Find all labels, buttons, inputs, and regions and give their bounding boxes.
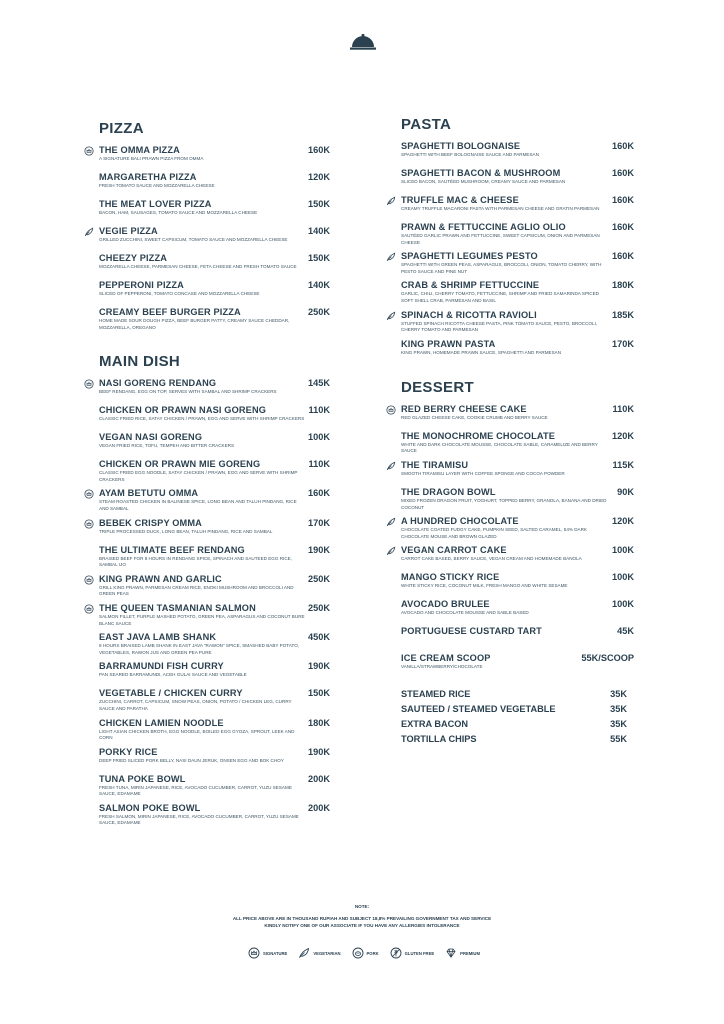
menu-item xyxy=(386,404,634,426)
menu-item-description: STEAM ROASTED CHICKEN IN BALINESE SPICE, LONG BEAN AND TALUH PINDANG, RICE AND SAMBAL xyxy=(99,499,297,511)
menu-item xyxy=(84,661,330,683)
menu-item-description: PAN SEARED BARRAMUNDI, ACEH GULAI SAUCE AND VEGETABLE xyxy=(99,672,247,678)
menu-item-price: 110K xyxy=(308,459,330,470)
vegetarian-icon xyxy=(386,461,396,471)
menu-item-description: STUFFED SPINACH RICOTTA CHEESE PASTA, PINK TOMATO SAUCE, PESTO, BROCCOLI, CHERRY TOMATO AND PARMESAN xyxy=(401,320,598,333)
menu-item-name: VEGAN NASI GORENG xyxy=(99,432,203,443)
menu-item-name: THE TIRAMISU xyxy=(401,459,469,470)
menu-item xyxy=(84,199,330,221)
menu-item xyxy=(84,378,330,400)
menu-item xyxy=(84,307,330,331)
menu-item-price: 160K xyxy=(612,195,634,205)
section-title: PASTA xyxy=(401,116,452,133)
gluten-free-icon xyxy=(390,947,402,959)
legend-label: PORK xyxy=(366,950,379,956)
side-dish-row xyxy=(401,686,627,701)
menu-item xyxy=(84,747,330,769)
menu-item xyxy=(84,718,330,742)
menu-item-description: MIXED FROZEN DRAGON FRUIT, YOGHURT, TOPPED BERRY, GRANOLA, BANANA AND DRIED COCONUT xyxy=(401,497,607,510)
menu-item xyxy=(84,774,330,798)
menu-item-name: CHICKEN LAMIEN NOODLE xyxy=(99,717,224,728)
side-dish-row xyxy=(401,731,627,746)
menu-item-price: 160K xyxy=(612,168,634,178)
menu-item-name: THE ULTIMATE BEEF RENDANG xyxy=(99,544,245,555)
menu-item-description: SLICED OF PEPPERONI, TOMATO CONCASE AND MOZZARELLA CHEESE xyxy=(99,291,260,296)
signature-icon xyxy=(84,575,94,585)
menu-item-name: SPAGHETTI BOLOGNAISE xyxy=(401,141,521,151)
menu-item-description: MOZZARELLA CHEESE, PARMESAN CHEESE, FETA CHEESE AND FRESH TOMATO SAUCE xyxy=(99,264,297,269)
legend-label: VEGETARIAN xyxy=(313,950,341,956)
section-pasta xyxy=(386,116,634,361)
vegetarian-icon xyxy=(386,252,396,262)
menu-item-name: MANGO STICKY RICE xyxy=(401,572,500,583)
menu-item-name: CHICKEN OR PRAWN NASI GORENG xyxy=(99,405,267,416)
menu-item xyxy=(84,603,330,627)
menu-item-price: 250K xyxy=(308,573,330,584)
legend-item xyxy=(445,947,480,959)
section-title: DESSERT xyxy=(401,378,474,396)
vegetarian-icon xyxy=(386,311,396,321)
menu-item-price: 100K xyxy=(612,572,634,583)
menu-item-name: PORKY RICE xyxy=(99,746,158,757)
menu-item-price: 100K xyxy=(612,545,634,556)
vegetarian-icon xyxy=(386,546,396,556)
legend-item xyxy=(390,947,435,959)
section-main-dish xyxy=(84,353,330,827)
menu-item-price: 110K xyxy=(308,405,330,416)
menu-item-description: AVOCADO AND CHOCOLATE MOUSSE AND SABLE BASED xyxy=(401,610,529,616)
menu-item-price: 140K xyxy=(308,280,330,290)
menu-item-description: BEEF RENDANG, EGG ON TOP, SERVES WITH SAMBAL AND SHRIMP CRACKERS xyxy=(99,389,277,395)
section-title: MAIN DISH xyxy=(99,353,181,371)
menu-item xyxy=(386,222,634,246)
section-pizza xyxy=(84,120,330,331)
side-dish-price: 35K xyxy=(610,718,627,729)
section-title: PIZZA xyxy=(99,120,144,137)
menu-item xyxy=(84,803,330,827)
menu-item-name: SPAGHETTI BACON & MUSHROOM xyxy=(401,168,561,178)
menu-item-description: CLASSIC FRIED EGG NOODLE, SATAY CHICKEN / PRAWN, EGG AND SERVE WITH SHRIMP CRACKERS xyxy=(99,470,298,482)
side-dish-price: 55K xyxy=(610,733,627,744)
vegetarian-icon xyxy=(386,196,396,206)
signature-icon xyxy=(84,604,94,614)
menu-item-description: GARLIC, CHILI, CHERRY TOMATO, FETTUCCINE, SHRIMP AND FRIED SAMARINDA SPICED SOFT SHELL CRAB, PARMESAN AND BASIL xyxy=(401,291,599,303)
menu-item-price: 450K xyxy=(308,632,330,643)
menu-item xyxy=(386,626,634,648)
menu-item xyxy=(386,653,634,675)
menu-item-description: SAUTÉED GARLIC PRAWN AND FETTUCCINE, SWEET CAPSICUM, ONION AND PARMESAN CHEESE xyxy=(401,233,600,245)
side-dishes xyxy=(401,686,627,746)
menu-item xyxy=(84,688,330,712)
menu-item-price: 120K xyxy=(308,172,330,182)
menu-item-price: 115K xyxy=(612,459,634,470)
menu-item-name: AYAM BETUTU OMMA xyxy=(99,488,199,499)
menu-item-description: CHOCOLATE COATED FUDGY CAKE, PUMPKIN SEED, SALTED CARAMEL, 54% DARK CHOCOLATE MOUSE AND BROWN GLAZED xyxy=(401,527,588,539)
legend-item xyxy=(248,947,287,959)
menu-item-description: ZUCCHINI, CARROT, CAPSICUM, SNOW PEAS, ONION, POTATO / CHICKEN LEG, CURRY SAUCE AND PARATHA xyxy=(99,699,292,711)
signature-icon xyxy=(248,947,260,959)
menu-item-price: 180K xyxy=(308,717,330,728)
menu-item-price: 185K xyxy=(612,309,634,320)
left-column xyxy=(84,120,330,832)
side-dish-name: SAUTEED / STEAMED VEGETABLE xyxy=(401,703,556,714)
menu-item-price: 170K xyxy=(308,517,330,528)
side-dish-row xyxy=(401,701,627,716)
icon-legend xyxy=(248,947,480,959)
menu-item xyxy=(386,310,634,334)
menu-item-price: 150K xyxy=(308,253,330,263)
menu-item-price: 160K xyxy=(308,145,330,155)
menu-item-description: 8 HOURS BRAISED LAMB SHANK IN EAST JAVA "RAWON" SPICE, SMASHED BABY POTATO, VEGETABLES, RAWON JUS AND GREEN PEA PURE xyxy=(99,643,300,655)
menu-item-name: THE QUEEN TASMANIAN SALMON xyxy=(99,602,256,613)
menu-item-name: VEGAN CARROT CAKE xyxy=(401,545,507,556)
menu-item-price: 100K xyxy=(612,599,634,610)
menu-item-name: BARRAMUNDI FISH CURRY xyxy=(99,661,224,672)
menu-item xyxy=(386,487,634,511)
menu-item xyxy=(84,432,330,454)
menu-item-name: NASI GORENG RENDANG xyxy=(99,378,217,389)
menu-item xyxy=(386,460,634,482)
menu-item-price: 160K xyxy=(612,222,634,232)
menu-item-description: WHITE AND DARK CHOCOLATE MOUSSE, CHOCOLATE SABLE, CARAMELIZE AND BERRY SAUCE xyxy=(401,441,598,454)
menu-item-price: 160K xyxy=(612,141,634,151)
menu-item-description: SMOOTH TIRAMISU LAYER WITH COFFEE SPONGE AND COCOA POWDER xyxy=(401,470,565,476)
menu-item-price: 250K xyxy=(308,602,330,613)
menu-item-description: WHITE STICKY RICE, COCONUT MILK, FRESH MANGO AND WHITE SESAME xyxy=(401,583,568,589)
menu-item-price: 55K/SCOOP xyxy=(581,653,634,664)
menu-item xyxy=(386,572,634,594)
menu-item-description: VEGAN FRIED RICE, TOFU, TEMPEH AND BITTER CRACKERS xyxy=(99,443,235,449)
menu-item-price: 200K xyxy=(308,802,330,813)
menu-item-name: THE DRAGON BOWL xyxy=(401,486,496,497)
menu-item xyxy=(84,545,330,569)
menu-item-name: VEGETABLE / CHICKEN CURRY xyxy=(99,688,243,699)
vegetarian-icon xyxy=(298,947,310,959)
side-dish-price: 35K xyxy=(610,703,627,714)
menu-item xyxy=(84,145,330,167)
menu-item xyxy=(386,168,634,190)
menu-item-description: BACON, HAM, SAUSAGES, TOMATO SAUCE AND MOZZARELLA CHEESE xyxy=(99,210,258,215)
signature-icon xyxy=(386,405,396,415)
menu-item xyxy=(84,226,330,248)
menu-item-name: THE MEAT LOVER PIZZA xyxy=(99,199,212,209)
menu-item-price: 110K xyxy=(612,403,634,414)
menu-item-description: RED GLAZED CHEESE CAKE, COOKIE CRUMB AND BERRY SAUCE xyxy=(401,414,548,420)
menu-item-description: FRESH TUNA, MIRIN JAPANESE, RICE, AVOCADO CUCUMBER, CARROT, YUZU SESAME SAUCE, EDAMAME xyxy=(99,784,292,797)
menu-item-description: SALMON FILLET, PURPLE MASHED POTATO, GREEN PEA, ASPARAGUS AND COCONUT BURE BLANC SAUCE xyxy=(99,613,305,626)
side-dish-name: STEAMED RICE xyxy=(401,688,471,699)
menu-item-name: RED BERRY CHEESE CAKE xyxy=(401,403,527,414)
legend-label: PREMIUM xyxy=(460,950,480,956)
menu-item-description: SLICED BACON, SAUTÉED MUSHROOM, CREAMY SAUCE AND PARMESAN xyxy=(401,179,566,184)
pork-icon xyxy=(352,947,364,959)
menu-item-name: KING PRAWN AND GARLIC xyxy=(99,573,222,584)
vegetarian-icon xyxy=(386,517,396,527)
section-dessert xyxy=(386,379,634,676)
legend-item xyxy=(298,947,340,959)
menu-item-description: FRESH SALMON, MIRIN JAPANESE, RICE, AVOCADO CUCUMBER, CARROT, YUZU SESAME SAUCE, EDAMAME xyxy=(99,813,299,826)
side-dish-price: 35K xyxy=(610,688,627,699)
menu-item-name: CREAMY BEEF BURGER PIZZA xyxy=(99,307,241,317)
menu-item xyxy=(386,251,634,275)
signature-icon xyxy=(84,489,94,499)
menu-item xyxy=(386,141,634,163)
menu-item-price: 190K xyxy=(308,544,330,555)
menu-item-price: 45K xyxy=(617,626,634,637)
menu-item-description: A SIGNATURE BALI PRAWN PIZZA FROM OMMA xyxy=(99,156,204,161)
menu-item-name: SALMON POKE BOWL xyxy=(99,802,201,813)
menu-item-name: TRUFFLE MAC & CHEESE xyxy=(401,195,519,205)
menu-item-name: SPAGHETTI LEGUMES PESTO xyxy=(401,251,538,262)
menu-item xyxy=(386,516,634,540)
menu-item-price: 190K xyxy=(308,746,330,757)
menu-item-description: GRILLED ZUCCHINI, SWEET CAPSICUM, TOMATO SAUCE AND MOZZARELLA CHEESE xyxy=(99,237,288,242)
menu-item-name: CHICKEN OR PRAWN MIE GORENG xyxy=(99,459,261,470)
menu-item-description: KING PRAWN, HOMEMADE PRAWN SAUCE, SPAGHETTI AND PARMESAN xyxy=(401,349,562,355)
side-dish-name: TORTILLA CHIPS xyxy=(401,733,477,744)
menu-item-name: PRAWN & FETTUCCINE AGLIO OLIO xyxy=(401,222,566,232)
cloche-logo-icon xyxy=(350,34,376,50)
menu-item-description: CREAMY TRUFFLE MACARONI PASTA WITH PARMESAN CHEESE AND GRATIN PARMESAN xyxy=(401,206,600,211)
menu-item-description: TRIPLE PROCESSED DUCK, LONG BEAN, TALUH PINDANG, RICE AND SAMBAL xyxy=(99,528,273,534)
menu-item xyxy=(84,488,330,512)
menu-item-price: 160K xyxy=(308,488,330,499)
menu-item-description: SPAGHETTI WITH BEEF BOLOGNAISE SAUCE AND PARMESAN xyxy=(401,152,539,157)
menu-item-price: 120K xyxy=(612,516,634,527)
menu-item-description: FRESH TOMATO SAUCE AND MOZZARELLA CHEESE xyxy=(99,183,215,188)
menu-item-name: A HUNDRED CHOCOLATE xyxy=(401,516,519,527)
menu-item xyxy=(84,405,330,427)
menu-item xyxy=(84,518,330,540)
signature-icon xyxy=(84,379,94,389)
menu-item xyxy=(84,172,330,194)
menu-item-name: SPINACH & RICOTTA RAVIOLI xyxy=(401,309,537,320)
menu-item-price: 140K xyxy=(308,226,330,236)
note-allergy-line: KINDLY NOTIFY ONE OF OUR ASSOCIATE IF YOU HAVE ANY ALLERGIES INTOLERANCE xyxy=(264,922,460,928)
menu-item-name: CHEEZY PIZZA xyxy=(99,253,167,263)
menu-item xyxy=(386,431,634,455)
vegetarian-icon xyxy=(84,227,94,237)
premium-icon xyxy=(445,947,457,959)
menu-item xyxy=(84,632,330,656)
menu-item-price: 190K xyxy=(308,661,330,672)
menu-item-name: CRAB & SHRIMP FETTUCCINE xyxy=(401,280,540,291)
menu-item-price: 120K xyxy=(612,430,634,441)
right-column xyxy=(386,116,634,680)
menu-item-price: 145K xyxy=(308,378,330,389)
menu-item-name: EAST JAVA LAMB SHANK xyxy=(99,632,217,643)
menu-item-description: GRILL KING PRAWN, PARMESAN CREAM RICE, ENOKI MUSHROOM AND BROCCOLI AND GREEN PEAS xyxy=(99,584,294,597)
menu-item xyxy=(386,339,634,361)
menu-item xyxy=(84,459,330,483)
side-dish-name: EXTRA BACON xyxy=(401,718,469,729)
menu-item-name: PORTUGUESE CUSTARD TART xyxy=(401,626,542,637)
menu-item-name: BEBEK CRISPY OMMA xyxy=(99,517,202,528)
legend-label: GLUTEN FREE xyxy=(404,950,435,956)
menu-item-name: VEGIE PIZZA xyxy=(99,226,158,236)
menu-item-price: 170K xyxy=(612,338,634,349)
menu-item-description: DEEP FRIED SLICED PORK BELLY, NASI DAUN JERUK, ONSEN EGG AND BOK CHOY xyxy=(99,757,284,763)
menu-item-price: 100K xyxy=(308,432,330,443)
menu-item xyxy=(84,280,330,302)
menu-item-name: THE OMMA PIZZA xyxy=(99,145,180,155)
note-title: NOTE: xyxy=(354,904,370,909)
menu-item-name: PEPPERONI PIZZA xyxy=(99,280,184,290)
menu-item-price: 150K xyxy=(308,199,330,209)
menu-item-description: BRAISED BEEF FOR 8 HOURS IN RENDANG SPICE, SPINACH AND SAUTEED EGG RICE, SAMBAL IJO xyxy=(99,555,292,568)
menu-item-name: THE MONOCHROME CHOCOLATE xyxy=(401,430,555,441)
menu-item-description: CLASSIC FRIED RICE, SATAY CHICKEN / PRAWN, EGG AND SERVE WITH SHRIMP CRACKERS xyxy=(99,416,305,422)
legend-label: SIGNATURE xyxy=(263,950,288,956)
menu-item-price: 150K xyxy=(308,688,330,699)
note-tax-line: ALL PRICE ABOVE ARE IN THOUSAND RUPIAH AND SUBJECT 18,8% PREVAILING GOVERNMENT TAX AND SERVICE xyxy=(232,916,492,921)
menu-item xyxy=(84,574,330,598)
menu-item-name: TUNA POKE BOWL xyxy=(99,773,186,784)
menu-item-description: LIGHT ASIAN CHICKEN BROTH, EGG NOODLE, BOILED EGG GYOZA, SPROUT, LEEK AND CORN xyxy=(99,728,295,741)
menu-item xyxy=(386,195,634,217)
menu-item-description: VANILLA/STRAWBERRY/CHOCOLATE xyxy=(401,664,483,670)
menu-item-description: HOME MADE SOUR DOUGH PIZZA, BEEF BURGER PATTY, CREAMY SAUCE CHEDDAR, MOZZARELLA, OREGANO xyxy=(99,318,290,330)
menu-item-price: 180K xyxy=(612,280,634,291)
menu-item-name: ICE CREAM SCOOP xyxy=(401,653,491,664)
menu-item xyxy=(386,599,634,621)
menu-item-price: 200K xyxy=(308,773,330,784)
menu-item-price: 250K xyxy=(308,307,330,317)
side-dish-row xyxy=(401,716,627,731)
menu-item-name: MARGARETHA PIZZA xyxy=(99,172,197,182)
menu-item-price: 160K xyxy=(612,251,634,262)
signature-icon xyxy=(84,146,94,156)
signature-icon xyxy=(84,519,94,529)
menu-item xyxy=(386,280,634,304)
menu-item-description: SPAGHETTI WITH GREEN PEAS, ASPARAGUS, BROCCOLI, ONION, TOMATO CHERRY, WITH PESTO SAUCE AND PINE NUT xyxy=(401,262,602,274)
menu-item-name: KING PRAWN PASTA xyxy=(401,338,496,349)
legend-item xyxy=(352,947,379,959)
footer-note xyxy=(150,904,574,929)
menu-item xyxy=(84,253,330,275)
menu-item-price: 90K xyxy=(617,486,634,497)
menu-item xyxy=(386,545,634,567)
menu-item-description: CARROT CAKE BASED, BERRY SAUCE, VEGAN CREAM AND HOMEMADE BANOLA xyxy=(401,556,582,562)
menu-item-name: AVOCADO BRULEE xyxy=(401,599,490,610)
